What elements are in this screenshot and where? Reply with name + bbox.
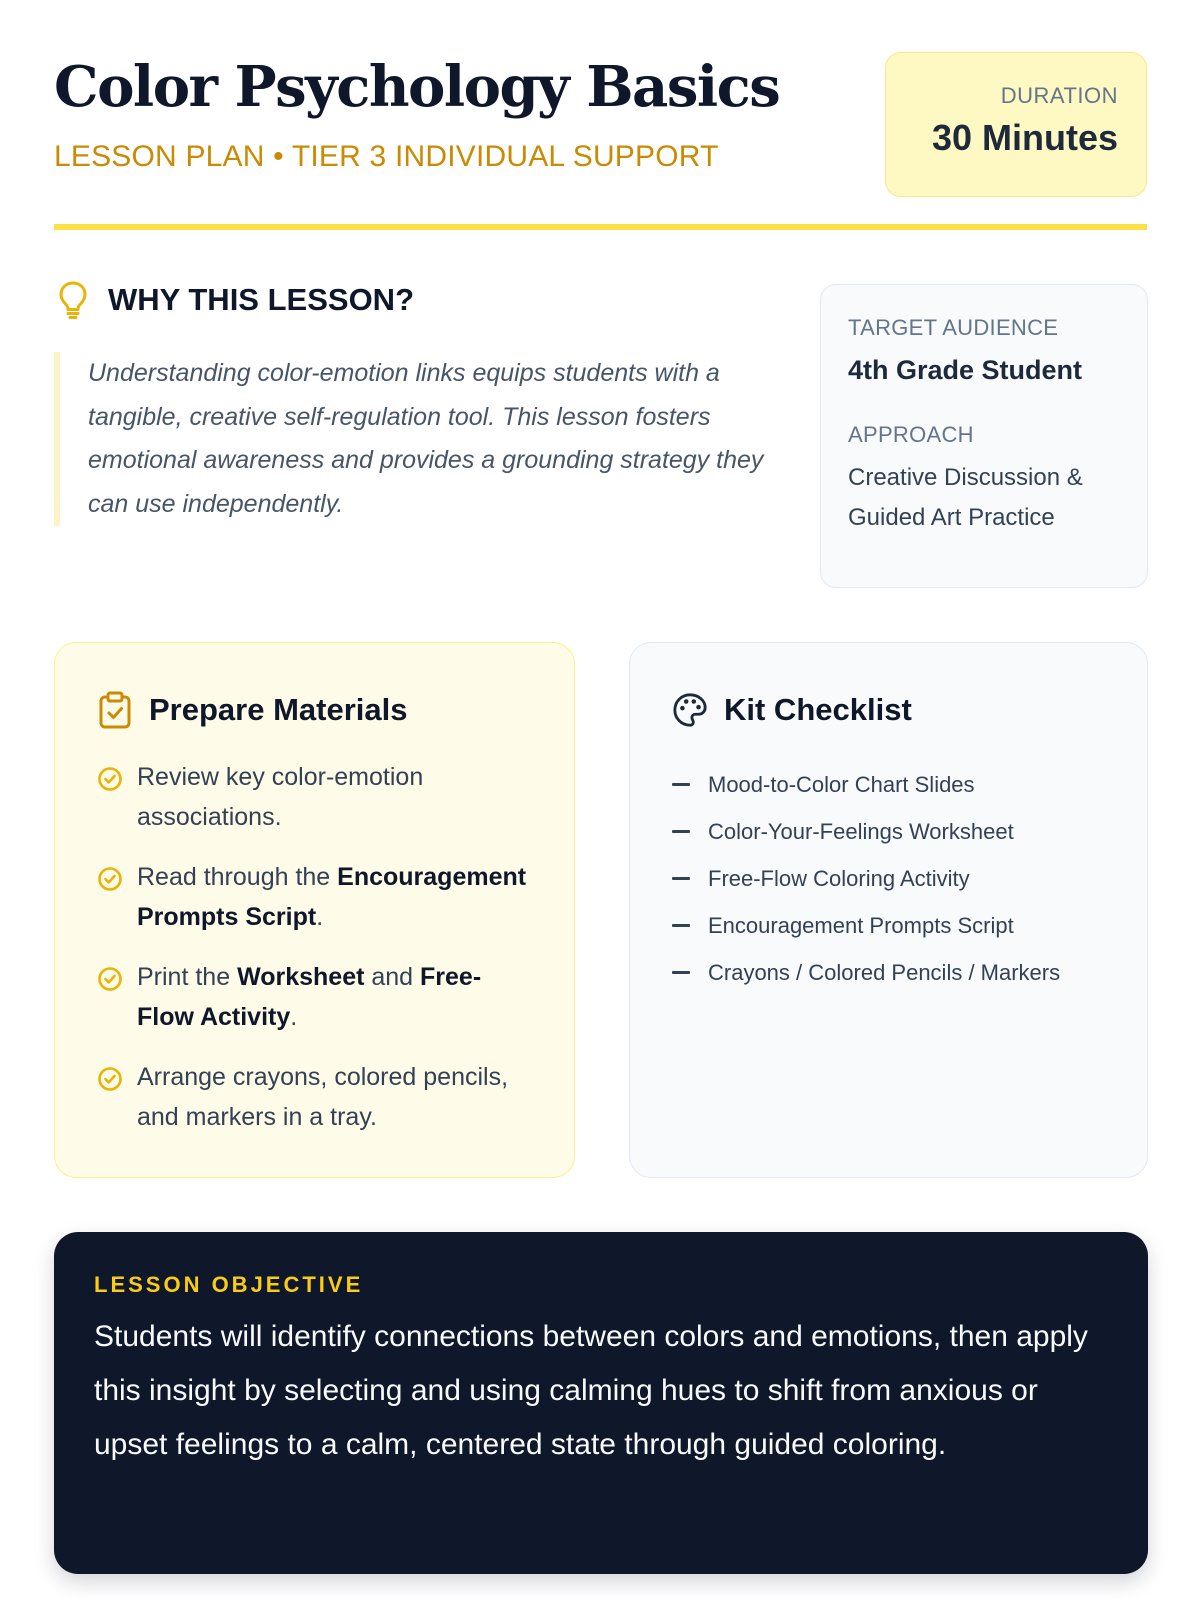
page-subtitle: LESSON PLAN • TIER 3 INDIVIDUAL SUPPORT (54, 140, 719, 173)
dash-icon (672, 924, 690, 927)
clipboard-check-icon (97, 690, 133, 730)
dash-icon (672, 971, 690, 974)
objective-label: LESSON OBJECTIVE (94, 1272, 364, 1297)
lesson-header (54, 52, 1147, 230)
kit-item (672, 761, 1107, 808)
kit-item (672, 855, 1107, 902)
materials-list (97, 757, 534, 1137)
materials-step (97, 1057, 534, 1137)
materials-step-text (137, 757, 534, 837)
kit-item (672, 808, 1107, 855)
kit-item-label: Free-Flow Coloring Activity (708, 865, 970, 891)
step-text-part: . (290, 1003, 298, 1031)
kit-heading (672, 685, 1107, 735)
check-circle-icon (97, 864, 123, 890)
step-emphasis: Free-Flow Activity (137, 963, 482, 1031)
kit-card (629, 642, 1148, 1178)
lightbulb-icon (54, 280, 92, 320)
approach-label: APPROACH (848, 422, 974, 447)
materials-step (97, 757, 534, 837)
materials-card (54, 642, 575, 1178)
step-text-part: and (364, 963, 421, 991)
duration-label: DURATION (1000, 83, 1118, 108)
approach-value: Creative Discussion & Guided Art Practice (848, 464, 1083, 531)
kit-item-label: Crayons / Colored Pencils / Markers (708, 959, 1061, 985)
objective-panel (54, 1232, 1148, 1574)
step-text-part: Print the (137, 963, 238, 991)
materials-step-text (137, 857, 534, 937)
step-text-part: . (316, 903, 324, 931)
duration-value: 30 Minutes (931, 117, 1118, 158)
why-title: WHY THIS LESSON? (108, 282, 415, 317)
materials-title: Prepare Materials (149, 692, 408, 727)
objective-text: Students will identify connections between colors and emotions, then apply this insight by selecting and using calming hues to shift from anxious or upset feelings to a calm, centered state through guided coloring. (94, 1320, 1088, 1461)
kit-item-label: Mood-to-Color Chart Slides (708, 771, 975, 797)
why-section (54, 280, 774, 530)
page-title: Color Psychology Basics (54, 54, 780, 120)
kit-item-label: Color-Your-Feelings Worksheet (708, 818, 1014, 844)
step-emphasis: Encouragement Prompts Script (137, 863, 527, 931)
check-circle-icon (97, 1064, 123, 1090)
header-divider (54, 224, 1147, 230)
check-circle-icon (97, 964, 123, 990)
lesson-info-card (820, 284, 1148, 588)
palette-icon (672, 690, 708, 730)
audience-label: TARGET AUDIENCE (848, 315, 1059, 340)
kit-item (672, 902, 1107, 949)
materials-step (97, 857, 534, 937)
kit-list (672, 761, 1107, 996)
step-text-part: Read through the (137, 863, 338, 891)
step-text-part: Arrange crayons, colored pencils, and markers in a tray. (137, 1063, 509, 1131)
materials-step-text (137, 1057, 534, 1137)
step-emphasis: Worksheet (237, 963, 365, 991)
why-text: Understanding color-emotion links equips students with a tangible, creative self-regulation tool. This lesson fosters emotional awareness and provides a grounding strategy they can use independently. (54, 352, 774, 526)
materials-step (97, 957, 534, 1037)
dash-icon (672, 877, 690, 880)
kit-title: Kit Checklist (724, 692, 912, 727)
check-circle-icon (97, 764, 123, 790)
kit-item (672, 949, 1107, 996)
kit-item-label: Encouragement Prompts Script (708, 912, 1014, 938)
duration-badge (885, 52, 1147, 197)
step-text-part: Review key color-emotion associations. (137, 763, 424, 831)
dash-icon (672, 783, 690, 786)
materials-step-text (137, 957, 534, 1037)
dash-icon (672, 830, 690, 833)
why-heading (54, 280, 774, 320)
audience-value: 4th Grade Student (848, 355, 1083, 385)
materials-heading (97, 685, 534, 735)
